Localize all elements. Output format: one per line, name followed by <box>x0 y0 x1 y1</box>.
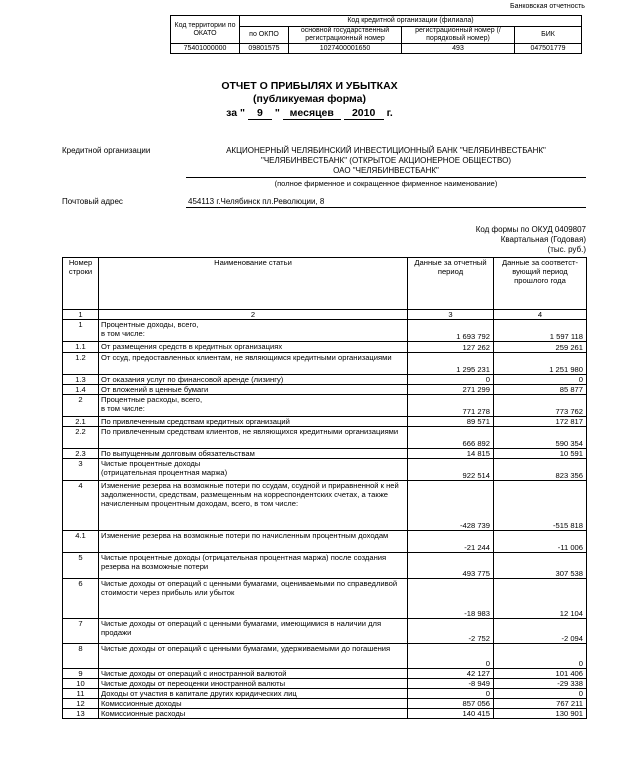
row-previous-value: -515 818 <box>494 481 587 531</box>
row-name: Чистые доходы от операций с ценными бумагами, оцениваемыми по справедливой стоимости через прибыль или убыток <box>99 579 408 619</box>
row-current-value: 0 <box>408 375 494 385</box>
table-row <box>63 531 587 553</box>
table-row <box>63 644 587 669</box>
row-number: 1.3 <box>63 375 99 385</box>
table-row <box>63 679 587 689</box>
ogrn-header: основной государственный регистрационный номер <box>289 27 402 44</box>
table-row <box>63 579 587 619</box>
form-units: (тыс. руб.) <box>547 245 586 254</box>
org-underline <box>186 177 586 178</box>
row-name: От ссуд, предоставленных клиентам, не являющимся кредитными организациями <box>99 353 408 375</box>
row-name: Чистые доходы от переоценки иностранной валюты <box>99 679 408 689</box>
row-current-value: 127 262 <box>408 342 494 353</box>
row-name: По выпущенным долговым обязательствам <box>99 449 408 459</box>
address-underline <box>186 207 586 208</box>
bik-value: 047501779 <box>515 44 582 54</box>
row-number: 2.1 <box>63 417 99 427</box>
row-number: 9 <box>63 669 99 679</box>
header-current-period: Данные за отчетный период <box>408 258 494 310</box>
row-previous-value: 0 <box>494 375 587 385</box>
row-current-value: 14 815 <box>408 449 494 459</box>
table-row <box>63 619 587 644</box>
bik-header: БИК <box>515 27 582 44</box>
period-quote-close: " <box>274 107 280 119</box>
row-name: Чистые доходы от операций с иностранной валютой <box>99 669 408 679</box>
top-note: Банковская отчетность <box>510 3 585 10</box>
row-name: Комиссионные доходы <box>99 699 408 709</box>
org-name-line3: ОАО "ЧЕЛЯБИНВЕСТБАНК" <box>333 166 439 175</box>
row-current-value: 0 <box>408 644 494 669</box>
ogrn-value: 1027400001650 <box>289 44 402 54</box>
row-number: 7 <box>63 619 99 644</box>
table-row <box>63 709 587 719</box>
row-previous-value: -11 006 <box>494 531 587 553</box>
row-number: 10 <box>63 679 99 689</box>
okpo-header: по ОКПО <box>240 27 289 44</box>
row-previous-value: 101 406 <box>494 669 587 679</box>
col-number-4: 4 <box>494 310 587 320</box>
row-name: Чистые процентные доходы (отрицательная процентная маржа) после создания резерва на возможные потери <box>99 553 408 579</box>
header-item-name: Наименование статьи <box>99 258 408 310</box>
row-current-value: -8 949 <box>408 679 494 689</box>
row-name: Процентные расходы, всего, в том числе: <box>99 395 408 417</box>
row-previous-value: 0 <box>494 689 587 699</box>
row-current-value: 666 892 <box>408 427 494 449</box>
table-row <box>63 669 587 679</box>
row-number: 1 <box>63 320 99 342</box>
row-previous-value: 85 877 <box>494 385 587 395</box>
table-row <box>63 342 587 353</box>
table-row <box>63 385 587 395</box>
row-current-value: 857 056 <box>408 699 494 709</box>
row-current-value: -2 752 <box>408 619 494 644</box>
row-current-value: 89 571 <box>408 417 494 427</box>
row-name: Изменение резерва на возможные потери по ссудам, ссудной и приравненной к ней задолженности, средствам, размещенным на корреспондентских счетах, а также начисленным процентным доходам, всего, в том числе: <box>99 481 408 531</box>
row-current-value: 922 514 <box>408 459 494 481</box>
col-number-3: 3 <box>408 310 494 320</box>
row-name: Чистые процентные доходы (отрицательная процентная маржа) <box>99 459 408 481</box>
row-name: Комиссионные расходы <box>99 709 408 719</box>
table-row <box>63 395 587 417</box>
header-row-number: Номер строки <box>63 258 99 310</box>
okato-header: Код территории по ОКАТО <box>171 16 240 44</box>
okato-value: 75401000000 <box>171 44 240 54</box>
period-months-word: месяцев <box>283 107 341 120</box>
table-row <box>63 553 587 579</box>
row-name: Изменение резерва на возможные потери по начисленным процентным доходам <box>99 531 408 553</box>
row-current-value: 1 295 231 <box>408 353 494 375</box>
period-year-suffix: г. <box>386 107 393 119</box>
row-current-value: 771 278 <box>408 395 494 417</box>
row-name: По привлеченным средствам кредитных организаций <box>99 417 408 427</box>
row-previous-value: 172 817 <box>494 417 587 427</box>
header-previous-period: Данные за соответст- вующий период прошлого года <box>494 258 587 310</box>
address-value: 454113 г.Челябинск пл.Революции, 8 <box>188 197 325 206</box>
table-row <box>63 427 587 449</box>
row-number: 13 <box>63 709 99 719</box>
row-name: От вложений в ценные бумаги <box>99 385 408 395</box>
form-period: Квартальная (Годовая) <box>500 235 586 244</box>
table-row <box>63 375 587 385</box>
row-current-value: -21 244 <box>408 531 494 553</box>
row-number: 3 <box>63 459 99 481</box>
table-row <box>63 699 587 709</box>
row-number: 4.1 <box>63 531 99 553</box>
row-name: Процентные доходы, всего, в том числе: <box>99 320 408 342</box>
row-previous-value: 0 <box>494 644 587 669</box>
org-label: Кредитной организации <box>62 146 151 155</box>
row-name: По привлеченным средствам клиентов, не являющихся кредитными организациями <box>99 427 408 449</box>
row-number: 1.1 <box>63 342 99 353</box>
income-statement-table <box>62 257 587 719</box>
table-row <box>63 320 587 342</box>
row-previous-value: 590 354 <box>494 427 587 449</box>
report-period <box>0 107 619 120</box>
row-current-value: 271 299 <box>408 385 494 395</box>
org-caption: (полное фирменное и сокращенное фирменное наименование) <box>274 179 498 188</box>
row-previous-value: 130 901 <box>494 709 587 719</box>
row-number: 6 <box>63 579 99 619</box>
row-previous-value: 12 104 <box>494 579 587 619</box>
row-current-value: 0 <box>408 689 494 699</box>
table-row <box>63 417 587 427</box>
row-number: 1.2 <box>63 353 99 375</box>
codes-table <box>170 15 582 54</box>
col-number-1: 1 <box>63 310 99 320</box>
row-previous-value: 10 591 <box>494 449 587 459</box>
okpo-value: 09801575 <box>240 44 289 54</box>
row-number: 2.2 <box>63 427 99 449</box>
period-za: за " <box>226 107 245 119</box>
row-current-value: 493 775 <box>408 553 494 579</box>
org-code-header: Код кредитной организации (филиала) <box>240 16 582 27</box>
table-row <box>63 689 587 699</box>
form-code: Код формы по ОКУД 0409807 <box>475 225 586 234</box>
row-number: 2 <box>63 395 99 417</box>
report-subtitle: (публикуемая форма) <box>253 93 366 105</box>
row-number: 1.4 <box>63 385 99 395</box>
row-current-value: -428 739 <box>408 481 494 531</box>
org-name-line1: АКЦИОНЕРНЫЙ ЧЕЛЯБИНСКИЙ ИНВЕСТИЦИОННЫЙ БАНК "ЧЕЛЯБИНВЕСТБАНК" <box>226 146 546 155</box>
row-previous-value: 823 356 <box>494 459 587 481</box>
table-row <box>63 353 587 375</box>
row-current-value: 42 127 <box>408 669 494 679</box>
table-row <box>63 481 587 531</box>
col-number-2: 2 <box>99 310 408 320</box>
row-previous-value: 259 261 <box>494 342 587 353</box>
table-row <box>63 449 587 459</box>
row-previous-value: -2 094 <box>494 619 587 644</box>
org-name-line2: "ЧЕЛЯБИНВЕСТБАНК" (ОТКРЫТОЕ АКЦИОНЕРНОЕ ОБЩЕСТВО) <box>260 156 511 165</box>
row-previous-value: 1 597 118 <box>494 320 587 342</box>
regnum-value: 493 <box>402 44 515 54</box>
row-number: 12 <box>63 699 99 709</box>
row-name: От размещения средств в кредитных организациях <box>99 342 408 353</box>
row-number: 11 <box>63 689 99 699</box>
row-current-value: 1 693 792 <box>408 320 494 342</box>
row-previous-value: 767 211 <box>494 699 587 709</box>
address-label: Почтовый адрес <box>62 197 123 206</box>
regnum-header: регистрационный номер (/порядковый номер) <box>402 27 515 44</box>
row-current-value: 140 415 <box>408 709 494 719</box>
row-name: Чистые доходы от операций с ценными бумагами, имеющимися в наличии для продажи <box>99 619 408 644</box>
row-previous-value: 773 762 <box>494 395 587 417</box>
row-name: От оказания услуг по финансовой аренде (лизингу) <box>99 375 408 385</box>
row-name: Чистые доходы от операций с ценными бумагами, удерживаемыми до погашения <box>99 644 408 669</box>
period-months-count: 9 <box>248 107 272 120</box>
row-current-value: -18 983 <box>408 579 494 619</box>
row-number: 8 <box>63 644 99 669</box>
row-previous-value: -29 338 <box>494 679 587 689</box>
row-previous-value: 307 538 <box>494 553 587 579</box>
row-previous-value: 1 251 980 <box>494 353 587 375</box>
report-title: ОТЧЕТ О ПРИБЫЛЯХ И УБЫТКАХ <box>221 80 398 92</box>
row-number: 4 <box>63 481 99 531</box>
row-number: 5 <box>63 553 99 579</box>
row-name: Доходы от участия в капитале других юридических лиц <box>99 689 408 699</box>
table-row <box>63 459 587 481</box>
row-number: 2.3 <box>63 449 99 459</box>
period-year: 2010 <box>344 107 384 120</box>
